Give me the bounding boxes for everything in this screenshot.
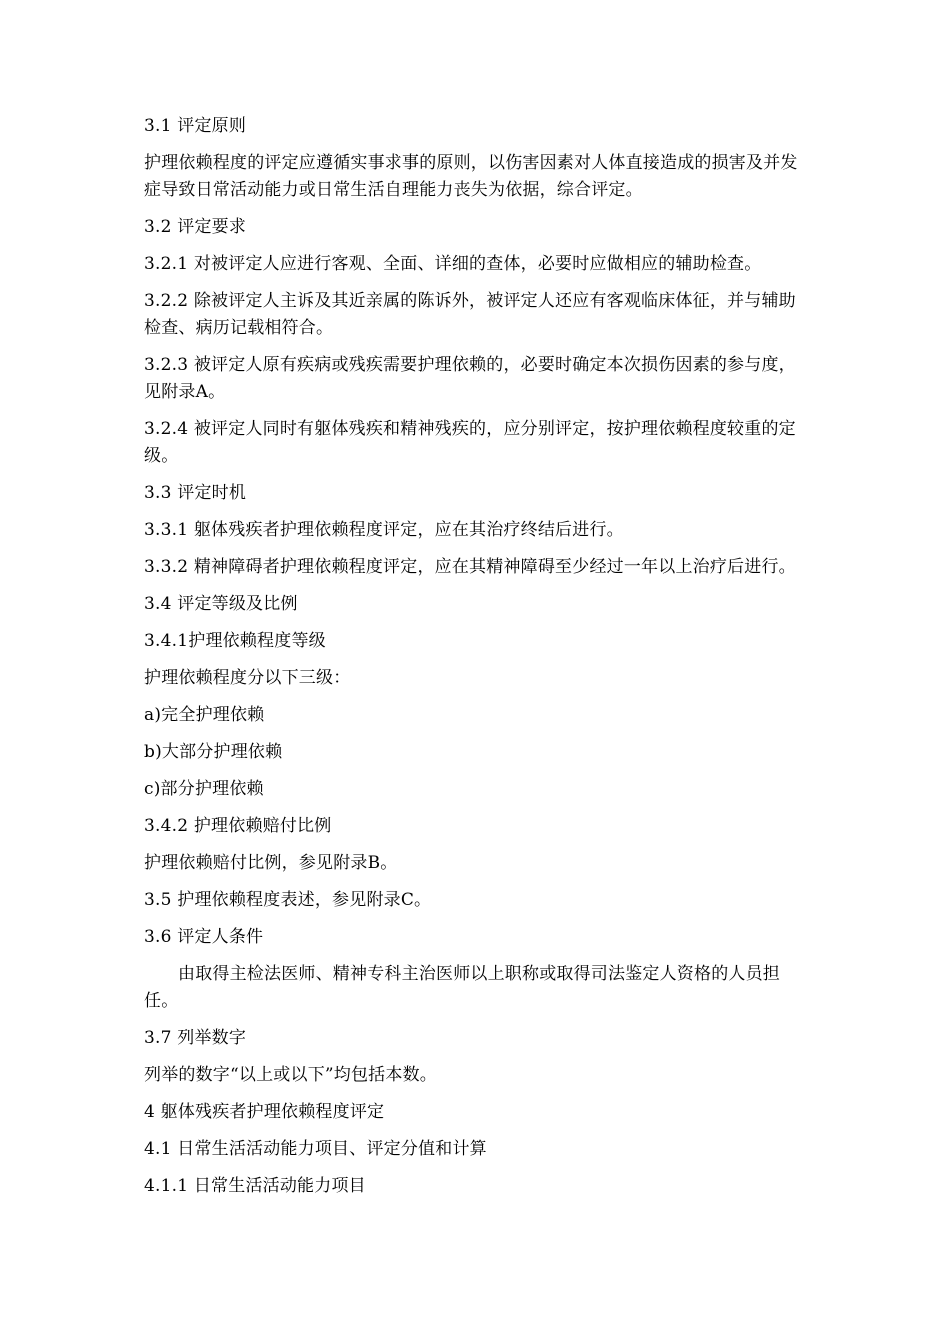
- subsection-heading-3-4-1: 3.4.1护理依赖程度等级: [144, 631, 326, 651]
- section-heading-3-6: 3.6 评定人条件: [144, 927, 264, 947]
- subsection-heading-4-1-1: 4.1.1 日常生活活动能力项目: [144, 1176, 366, 1196]
- paragraph-3-7-body: 列举的数字“以上或以下”均包括本数。: [144, 1065, 437, 1085]
- section-heading-3-3: 3.3 评定时机: [144, 483, 247, 503]
- section-heading-3-5: 3.5 护理依赖程度表述，参见附录C。: [144, 890, 432, 910]
- section-heading-3-4: 3.4 评定等级及比例: [144, 594, 298, 614]
- section-heading-3-7: 3.7 列举数字: [144, 1028, 247, 1048]
- section-heading-3-2: 3.2 评定要求: [144, 217, 247, 237]
- paragraph-3-2-4: 3.2.4 被评定人同时有躯体残疾和精神残疾的，应分别评定，按护理依赖程度较重的定级。: [144, 419, 796, 466]
- list-item-a: a)完全护理依赖: [144, 705, 265, 725]
- list-item-b: b)大部分护理依赖: [144, 742, 283, 762]
- list-item-c: c)部分护理依赖: [144, 779, 264, 799]
- paragraph-3-3-2: 3.3.2 精神障碍者护理依赖程度评定，应在其精神障碍至少经过一年以上治疗后进行。: [144, 557, 796, 577]
- chapter-heading-4: 4 躯体残疾者护理依赖程度评定: [144, 1102, 385, 1122]
- subsection-heading-3-4-2: 3.4.2 护理依赖赔付比例: [144, 816, 332, 836]
- paragraph-3-1-body: 护理依赖程度的评定应遵循实事求事的原则，以伤害因素对人体直接造成的损害及并发症导致日常活动能力或日常生活自理能力丧失为依据，综合评定。: [144, 153, 798, 200]
- paragraph-3-4-2-body: 护理依赖赔付比例，参见附录B。: [144, 853, 398, 873]
- paragraph-3-2-1: 3.2.1 对被评定人应进行客观、全面、详细的查体，必要时应做相应的辅助检查。: [144, 254, 762, 274]
- paragraph-3-6-body: 由取得主检法医师、精神专科主治医师以上职称或取得司法鉴定人资格的人员担任。: [144, 964, 780, 1011]
- paragraph-3-4-1-body: 护理依赖程度分以下三级：: [144, 668, 351, 688]
- paragraph-3-2-2: 3.2.2 除被评定人主诉及其近亲属的陈诉外，被评定人还应有客观临床体征，并与辅助检查、病历记载相符合。: [144, 291, 796, 338]
- section-heading-3-1: 3.1 评定原则: [144, 116, 247, 136]
- document-body: [144, 113, 808, 1210]
- paragraph-3-2-3: 3.2.3 被评定人原有疾病或残疾需要护理依赖的，必要时确定本次损伤因素的参与度，见附录A。: [144, 355, 796, 402]
- section-heading-4-1: 4.1 日常生活活动能力项目、评定分值和计算: [144, 1139, 487, 1159]
- paragraph-3-3-1: 3.3.1 躯体残疾者护理依赖程度评定，应在其治疗终结后进行。: [144, 520, 624, 540]
